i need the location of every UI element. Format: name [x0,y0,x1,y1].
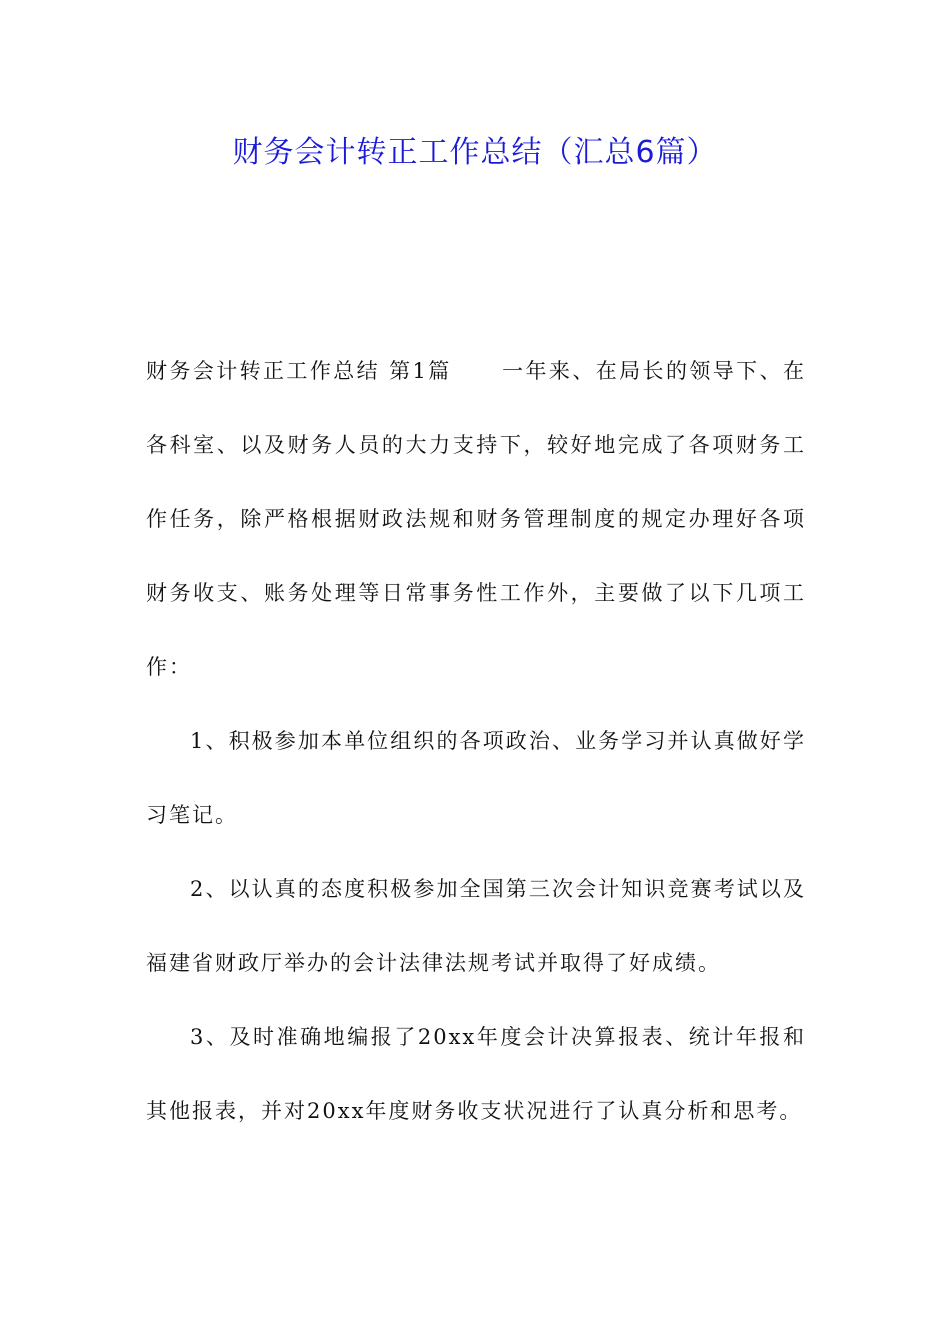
paragraph-text: 一年来、在局长的领导下、在各科室、以及财务人员的大力支持下，较好地完成了各项财务工作任务，除严格根据财政法规和财务管理制度的规定办理好各项财务收支、账务处理等日常事务性工作外，主要做了以下几项工作： [146,359,806,679]
document-title: 财务会计转正工作总结（汇总6篇） [232,135,718,170]
paragraph-item-1: 1、积极参加本单位组织的各项政治、业务学习并认真做好学习笔记。 [146,729,806,827]
paragraph-item-2: 2、以认真的态度积极参加全国第三次会计知识竞赛考试以及福建省财政厅举办的会计法律法规考试并取得了好成绩。 [146,877,806,975]
document-body [146,334,806,1148]
paragraph-intro [146,334,806,704]
section-heading: 财务会计转正工作总结 第1篇 [146,359,452,383]
paragraph-item-3: 3、及时准确地编报了20xx年度会计决算报表、统计年报和其他报表，并对20xx年度财务收支状况进行了认真分析和思考。 [146,1025,806,1123]
